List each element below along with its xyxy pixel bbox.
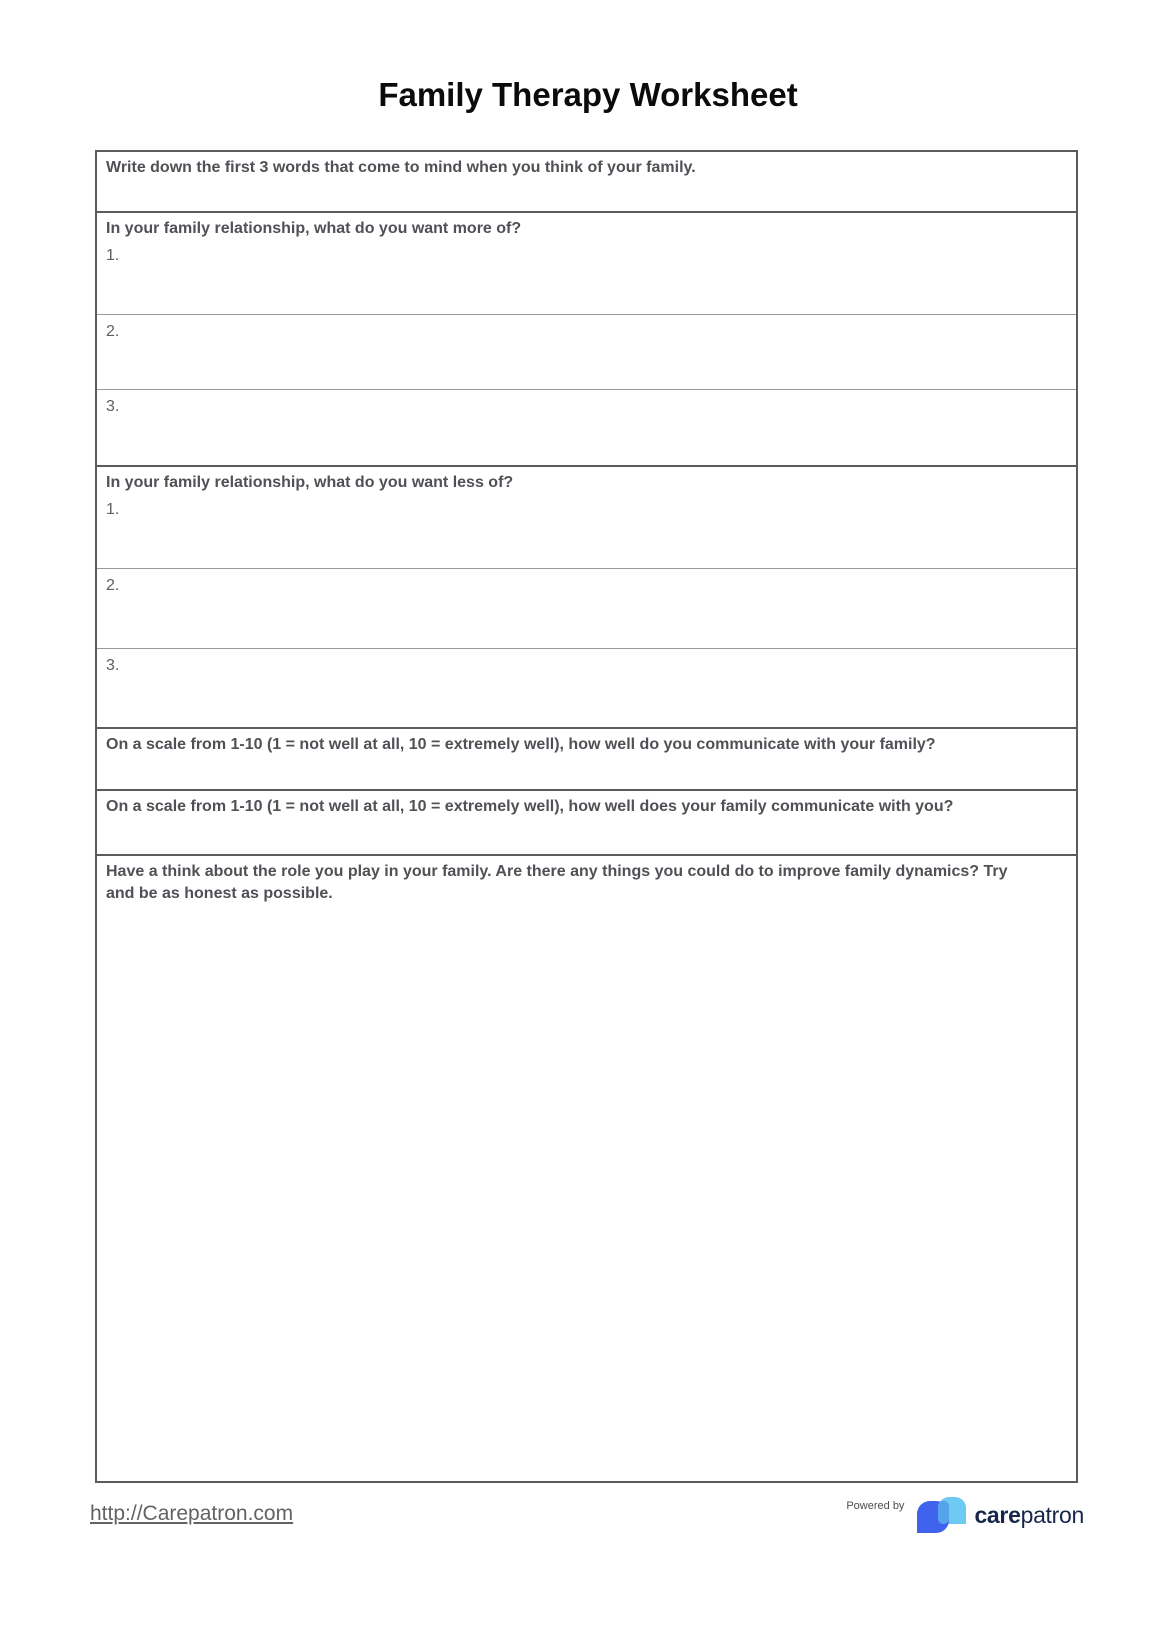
worksheet-table	[95, 150, 1078, 1483]
want-more-item-2: 2.	[106, 323, 120, 340]
role-prompt: Have a think about the role you play in your family. Are there any things you could do to improve family dynamics? Try and be as honest as possible.	[106, 863, 1008, 902]
carepatron-wordmark	[974, 1502, 1084, 1529]
scale-self-question-cell	[97, 727, 1076, 789]
want-less-answer-cell-3	[97, 648, 1076, 727]
want-less-item-1: 1.	[106, 501, 120, 518]
brand-patron-text: patron	[1020, 1501, 1084, 1528]
want-more-item-1: 1.	[106, 247, 120, 264]
role-question-cell	[97, 854, 1076, 1481]
want-less-answer-cell-2	[97, 568, 1076, 648]
three-words-question-cell	[97, 152, 1076, 211]
scale-self-prompt: On a scale from 1-10 (1 = not well at all, 10 = extremely well), how well do you communicate with your family?	[106, 736, 936, 753]
carepatron-logo-icon	[916, 1495, 968, 1535]
want-less-item-3: 3.	[106, 657, 120, 674]
scale-family-question-cell	[97, 789, 1076, 854]
want-more-answer-cell-3	[97, 389, 1076, 465]
want-more-answer-cell-2	[97, 314, 1076, 389]
brand-care-text: care	[974, 1501, 1021, 1528]
want-less-item-2: 2.	[106, 577, 120, 594]
want-more-item-3: 3.	[106, 398, 120, 415]
scale-family-prompt: On a scale from 1-10 (1 = not well at all, 10 = extremely well), how well does your family communicate with you?	[106, 798, 954, 815]
want-more-prompt: In your family relationship, what do you want more of?	[106, 220, 522, 237]
want-less-prompt: In your family relationship, what do you want less of?	[106, 474, 514, 491]
page-title: Family Therapy Worksheet	[378, 76, 798, 113]
powered-by-label: Powered by	[846, 1500, 905, 1512]
want-more-header-cell	[97, 211, 1076, 314]
three-words-prompt: Write down the first 3 words that come to mind when you think of your family.	[106, 159, 696, 176]
carepatron-link[interactable]: http://Carepatron.com	[90, 1502, 294, 1525]
branding-footer	[846, 1492, 1084, 1538]
want-less-header-cell	[97, 465, 1076, 568]
